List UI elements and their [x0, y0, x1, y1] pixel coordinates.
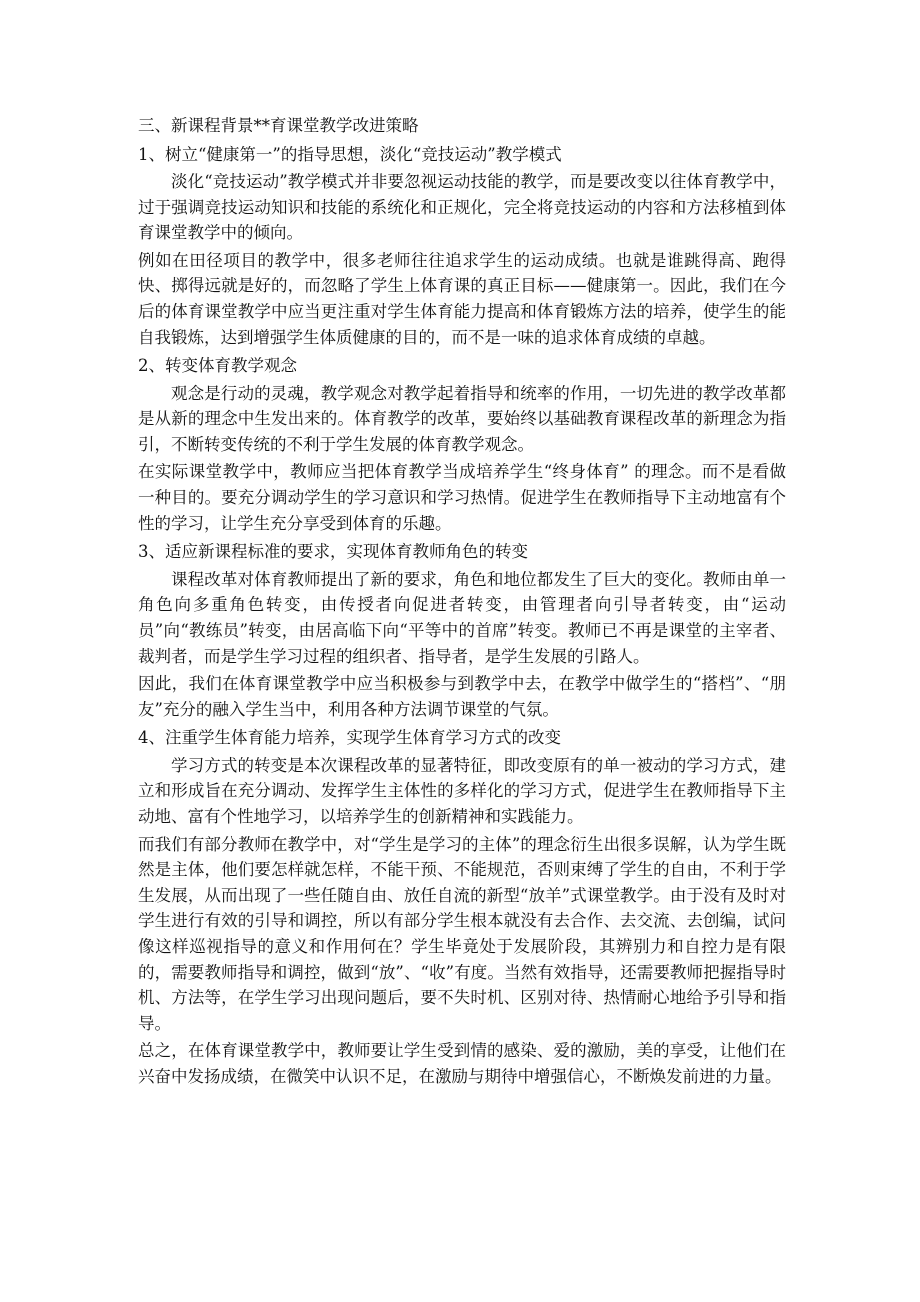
section-1-paragraph-1: 淡化“竞技运动”教学模式并非要忽视运动技能的教学，而是要改变以往体育教学中，过于强调竞技运动知识和技能的系统化和正规化，完全将竞技运动的内容和方法移植到体育课堂教学中的倾向。	[138, 172, 786, 243]
section-2-paragraph-2: 在实际课堂教学中，教师应当把体育教学当成培养学生“终身体育” 的理念。而不是看做一种目的。要充分调动学生的学习意识和学习热情。促进学生在教师指导下主动地富有个性的学习，让学生充分享受到体育的乐趣。	[138, 462, 786, 533]
section-3-paragraph-2: 因此，我们在体育课堂教学中应当积极参与到教学中去，在教学中做学生的“搭档”、“朋友”充分的融入学生当中，利用各种方法调节课堂的气氛。	[138, 674, 786, 719]
document-page	[138, 112, 786, 1092]
section-4-paragraph-2: 而我们有部分教师在教学中，对“学生是学习的主体”的理念衍生出很多误解，认为学生既然是主体，他们要怎样就怎样，不能干预、不能规范，否则束缚了学生的自由，不利于学生发展，从而出现了一些任随自由、放任自流的新型“放羊”式课堂教学。由于没有及时对学生进行有效的引导和调控，所以有部分学生根本就没有去合作、去交流、去创编，试问像这样巡视指导的意义和作用何在？学生毕竟处于发展阶段，其辨别力和自控力是有限的，需要教师指导和调控，做到“放”、“收”有度。当然有效指导，还需要教师把握指导时机、方法等，在学生学习出现问题后，要不失时机、区别对待、热情耐心地给予引导和指导。	[138, 834, 786, 1033]
section-4-paragraph-3: 总之，在体育课堂教学中，教师要让学生受到情的感染、爱的激励，美的享受，让他们在兴奋中发扬成绩，在微笑中认识不足，在激励与期待中增强信心，不断焕发前进的力量。	[138, 1041, 786, 1086]
section-4-paragraph-1: 学习方式的转变是本次课程改革的显著特征，即改变原有的单一被动的学习方式，建立和形成旨在充分调动、发挥学生主体性的多样化的学习方式，促进学生在教师指导下主动地、富有个性地学习，以培养学生的创新精神和实践能力。	[138, 755, 786, 826]
section-2-paragraph-1: 观念是行动的灵魂，教学观念对教学起着指导和统率的作用，一切先进的教学改革都是从新的理念中生发出来的。体育教学的改革，要始终以基础教育课程改革的新理念为指引，不断转变传统的不利于学生发展的体育教学观念。	[138, 383, 786, 454]
section-2-heading: 2、转变体育教学观念	[138, 356, 297, 376]
document-title: 三、新课程背景**育课堂教学改进策略	[138, 116, 419, 135]
section-1-paragraph-2: 例如在田径项目的教学中，很多老师往往追求学生的运动成绩。也就是谁跳得高、跑得快、掷得远就是好的，而忽略了学生上体育课的真正目标——健康第一。因此，我们在今后的体育课堂教学中应当更注重对学生体育能力提高和体育锻炼方法的培养，使学生的能自我锻炼，达到增强学生体质健康的目的，而不是一味的追求体育成绩的卓越。	[138, 250, 786, 347]
section-3-heading: 3、适应新课程标准的要求，实现体育教师角色的转变	[138, 542, 528, 562]
section-3-paragraph-1: 课程改革对体育教师提出了新的要求，角色和地位都发生了巨大的变化。教师由单一角色向多重角色转变，由传授者向促进者转变，由管理者向引导者转变，由“运动员”向“教练员”转变，由居高临下向“平等中的首席”转变。教师已不再是课堂的主宰者、裁判者，而是学生学习过程的组织者、指导者，是学生发展的引路人。	[138, 569, 786, 666]
section-1-heading: 1、树立“健康第一”的指导思想，淡化“竞技运动”教学模式	[138, 144, 562, 164]
section-4-heading: 4、注重学生体育能力培养，实现学生体育学习方式的改变	[138, 728, 561, 748]
